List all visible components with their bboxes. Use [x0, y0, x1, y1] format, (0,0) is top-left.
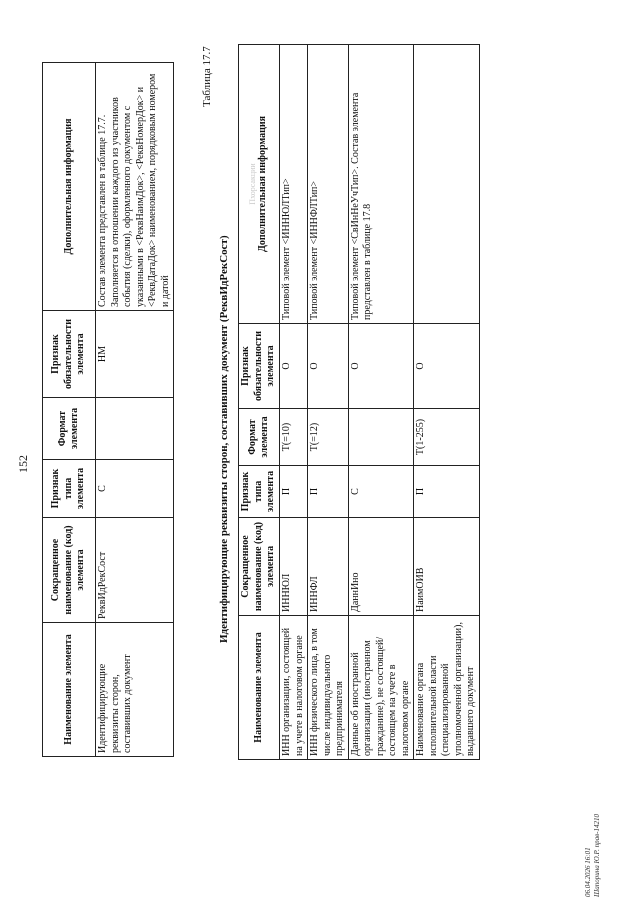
table-row [414, 45, 480, 760]
table-row [96, 63, 174, 757]
cell-name: Идентифицирующие реквизиты сторон, составивших документ [96, 623, 174, 757]
table-label: Таблица 17.7 [201, 46, 213, 107]
header-required: Признак обязательности элемента [43, 311, 96, 398]
header-type: Признак типа элемента [239, 466, 280, 518]
ghost-text: Пхорсакции [247, 163, 257, 205]
cell-required: О [348, 324, 414, 409]
cell-type: С [96, 460, 174, 518]
footer-date: 06.04.2026 16:01 [584, 847, 592, 897]
cell-required: О [280, 324, 308, 409]
table-elements [42, 62, 174, 757]
cell-format [96, 398, 174, 460]
table-caption: Идентифицирующие реквизиты сторон, составивших документ (РеквИдРекСост) [218, 235, 230, 643]
header-code: Сокращенное наименование (код) элемента [43, 518, 96, 623]
cell-required: О [414, 324, 480, 409]
cell-name: Наименование органа исполнительной власти (специализированной уполномоченной организации), выдавшего документ [414, 616, 480, 760]
header-required: Признак обязательности элемента [239, 324, 280, 409]
header-name: Наименование элемента [43, 623, 96, 757]
table-row [308, 45, 349, 760]
cell-info [414, 45, 480, 324]
header-type: Признак типа элемента [43, 460, 96, 518]
footer-stamp [584, 814, 602, 897]
cell-info: Типовой элемент <СвИнНеУчТип>. Состав элемента представлен в таблице 17.8 [348, 45, 414, 324]
header-info: Дополнительная информация [43, 63, 96, 311]
cell-type: С [348, 466, 414, 518]
header-info-label: Дополнительная информация [256, 115, 268, 253]
cell-type: П [414, 466, 480, 518]
page-number: 152 [16, 455, 30, 473]
cell-required: НМ [96, 311, 174, 398]
footer-author: Шапорина Ю.Р. прав-14210 [593, 814, 601, 897]
cell-code: ИННФЛ [308, 518, 349, 616]
cell-format [348, 409, 414, 466]
header-info [239, 45, 280, 324]
cell-type: П [308, 466, 349, 518]
header-code: Сокращенное наименование (код) элемента [239, 518, 280, 616]
cell-code: НаимОИВ [414, 518, 480, 616]
cell-code: ДаннИно [348, 518, 414, 616]
cell-type: П [280, 466, 308, 518]
table-row [280, 45, 308, 760]
cell-info: Типовой элемент <ИННФЛТип> [308, 45, 349, 324]
table-header-row [43, 63, 96, 757]
cell-name: ИНН организации, состоящей на учете в налоговом органе [280, 616, 308, 760]
header-name: Наименование элемента [239, 616, 280, 760]
header-format: Формат элемента [239, 409, 280, 466]
cell-name: Данные об иностранной организации (иностранном гражданине), не состоящей/состоящем на учете в налоговом органе [348, 616, 414, 760]
cell-info: Состав элемента представлен в таблице 17.7. Заполняется в отношении каждого из участников события (сделки), оформленного документом с указанными в <РеквНаимДок>, <РеквНомерДок> и <РеквДатаДок> наименованием, порядковым номером и датой [96, 63, 174, 311]
cell-format: T(=10) [280, 409, 308, 466]
table-requisites [238, 44, 480, 760]
cell-info: Типовой элемент <ИННЮЛТип> [280, 45, 308, 324]
table-row [348, 45, 414, 760]
table-header-row [239, 45, 280, 760]
cell-code: РеквИдРекСост [96, 518, 174, 623]
cell-format: T(=12) [308, 409, 349, 466]
cell-required: О [308, 324, 349, 409]
header-format: Формат элемента [43, 398, 96, 460]
cell-code: ИННЮЛ [280, 518, 308, 616]
cell-format: T(1-255) [414, 409, 480, 466]
cell-name: ИНН физического лица, в том числе индивидуального предпринимателя [308, 616, 349, 760]
